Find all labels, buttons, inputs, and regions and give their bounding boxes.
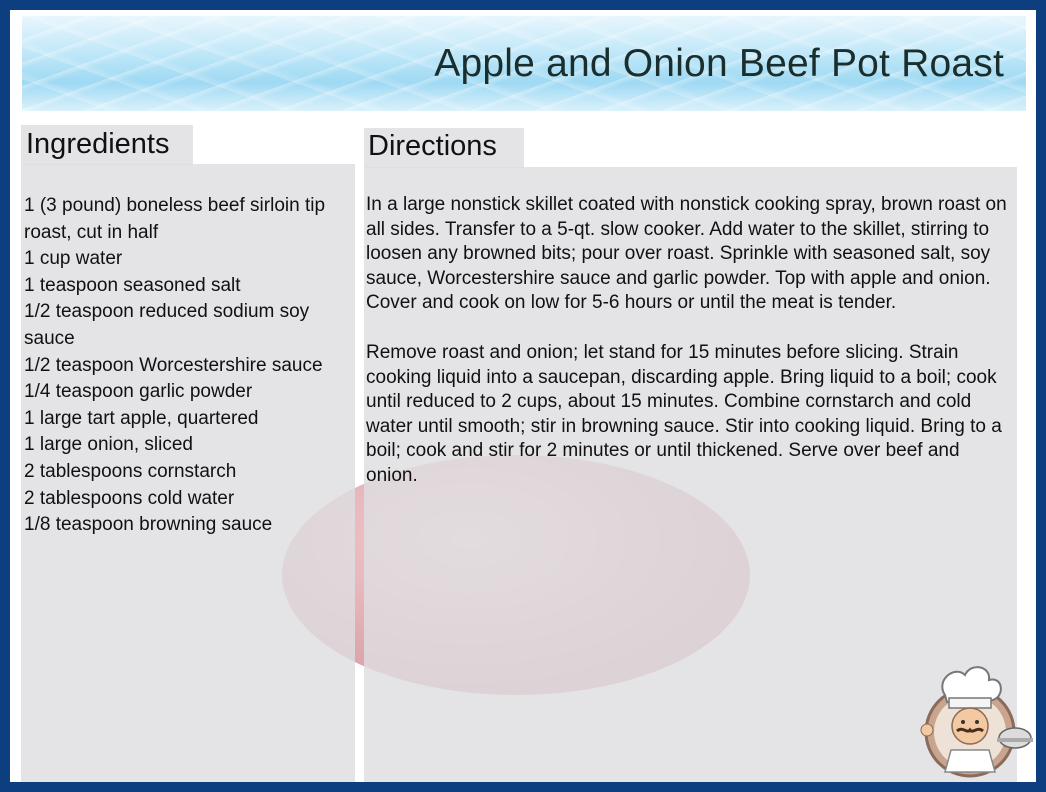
ingredients-list bbox=[24, 193, 354, 539]
ingredient-item: 1/4 teaspoon garlic powder bbox=[24, 381, 253, 403]
recipe-page bbox=[10, 10, 1036, 782]
page-title: Apple and Onion Beef Pot Roast bbox=[434, 42, 1004, 85]
directions-paragraph: In a large nonstick skillet coated with nonstick cooking spray, brown roast on all sides. Transfer to a 5-qt. slow cooker. Add water to the skillet, stirring to loosen any browned bits; pour over roast. Sprinkle with seasoned salt, soy sauce, Worcestershire sauce and garlic powder. Top with apple and onion. Cover and cook on low for 5-6 hours or until the meat is tender. bbox=[366, 194, 1007, 314]
ingredient-item: 2 tablespoons cornstarch bbox=[24, 460, 237, 482]
ingredient-item: 1 teaspoon seasoned salt bbox=[24, 274, 241, 296]
ingredient-item: 1 large tart apple, quartered bbox=[24, 407, 259, 429]
directions-heading: Directions bbox=[368, 130, 497, 162]
title-banner bbox=[22, 16, 1026, 111]
ingredient-item: 1 large onion, sliced bbox=[24, 434, 193, 456]
ingredient-item: 1/2 teaspoon reduced sodium soy sauce bbox=[24, 301, 310, 349]
ingredient-item: 2 tablespoons cold water bbox=[24, 487, 235, 509]
ingredient-item: 1 (3 pound) boneless beef sirloin tip roast, cut in half bbox=[24, 195, 326, 243]
ingredient-item: 1 cup water bbox=[24, 248, 123, 270]
ingredients-heading: Ingredients bbox=[26, 128, 170, 160]
directions-text bbox=[366, 193, 1016, 514]
directions-paragraph: Remove roast and onion; let stand for 15 minutes before slicing. Strain cooking liquid into a saucepan, discarding apple. Bring liquid to a boil; cook until reduced to 2 cups, about 15 minutes. Combine cornstarch and cold water until smooth; stir in browning sauce. Stir into cooking liquid. Bring to a boil; cook and stir for 2 minutes or until thickened. Serve over beef and onion. bbox=[366, 341, 1002, 486]
ingredient-item: 1/2 teaspoon Worcestershire sauce bbox=[24, 354, 323, 376]
chef-icon bbox=[905, 660, 1035, 780]
ingredient-item: 1/8 teaspoon browning sauce bbox=[24, 514, 273, 536]
